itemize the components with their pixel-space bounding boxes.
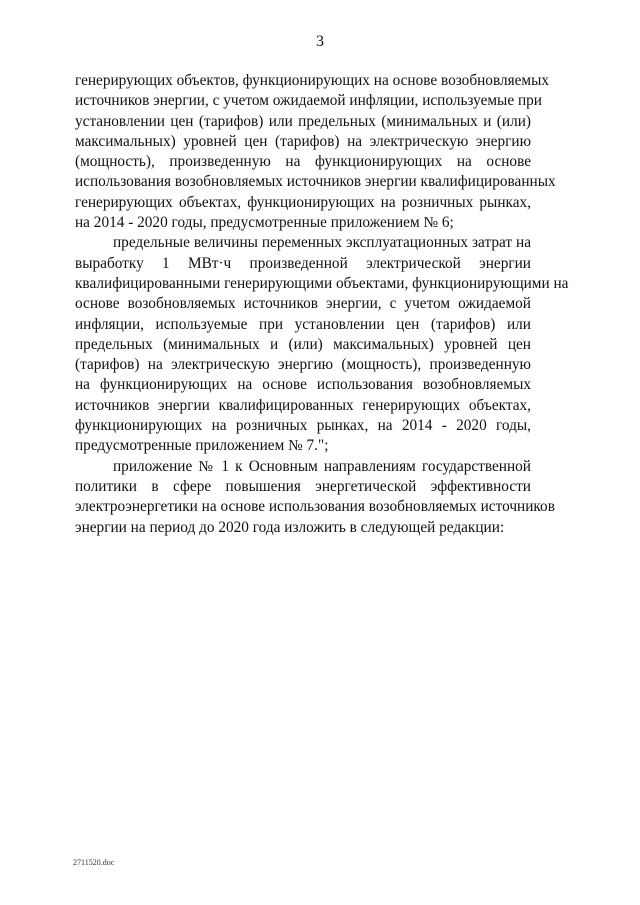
text-line: политики в сфере повышения энергетической эффективности <box>75 477 531 495</box>
paragraph-2 <box>75 233 569 456</box>
paragraph-1 <box>75 71 556 233</box>
paragraph-3 <box>75 457 555 538</box>
page-number: 3 <box>316 33 324 50</box>
text-line: источников энергии, с учетом ожидаемой инфляции, используемые при <box>75 92 542 110</box>
text-line: предусмотренные приложением № 7."; <box>75 437 329 455</box>
text-line: электроэнергетики на основе использования возобновляемых источников <box>75 498 555 516</box>
text-line: на функционирующих на основе использования возобновляемых <box>75 376 531 394</box>
text-line: квалифицированными генерирующими объектами, функционирующими на <box>75 274 569 292</box>
text-line: источников энергии квалифицированных генерирующих объектах, <box>75 396 531 414</box>
text-line: на 2014 - 2020 годы, предусмотренные приложением № 6; <box>75 214 454 232</box>
text-line: выработку 1 МВт·ч произведенной электрической энергии <box>75 254 531 272</box>
text-line: генерирующих объектах, функционирующих на розничных рынках, <box>75 193 531 211</box>
text-line: использования возобновляемых источников энергии квалифицированных <box>75 173 556 191</box>
text-line: (мощность), произведенную на функционирующих на основе <box>75 153 531 171</box>
text-line: предельные величины переменных эксплуатационных затрат на <box>113 234 531 252</box>
text-line: основе возобновляемых источников энергии, с учетом ожидаемой <box>75 295 531 313</box>
text-line: установлении цен (тарифов) или предельных (минимальных и (или) <box>75 112 531 130</box>
text-line: генерирующих объектов, функционирующих на основе возобновляемых <box>75 72 550 89</box>
document-code: 2711520.doc <box>73 858 115 867</box>
text-line: энергии на период до 2020 года изложить в следующей редакции: <box>75 518 505 536</box>
document-body <box>75 71 569 538</box>
text-line: предельных (минимальных и (или) максимальных) уровней цен <box>75 335 531 353</box>
text-line: (тарифов) на электрическую энергию (мощность), произведенную <box>75 356 531 374</box>
text-line: приложение № 1 к Основным направлениям государственной <box>113 457 531 475</box>
text-line: инфляции, используемые при установлении цен (тарифов) или <box>75 315 531 333</box>
text-line: функционирующих на розничных рынках, на 2014 - 2020 годы, <box>75 417 531 435</box>
text-line: максимальных) уровней цен (тарифов) на электрическую энергию <box>75 132 531 150</box>
